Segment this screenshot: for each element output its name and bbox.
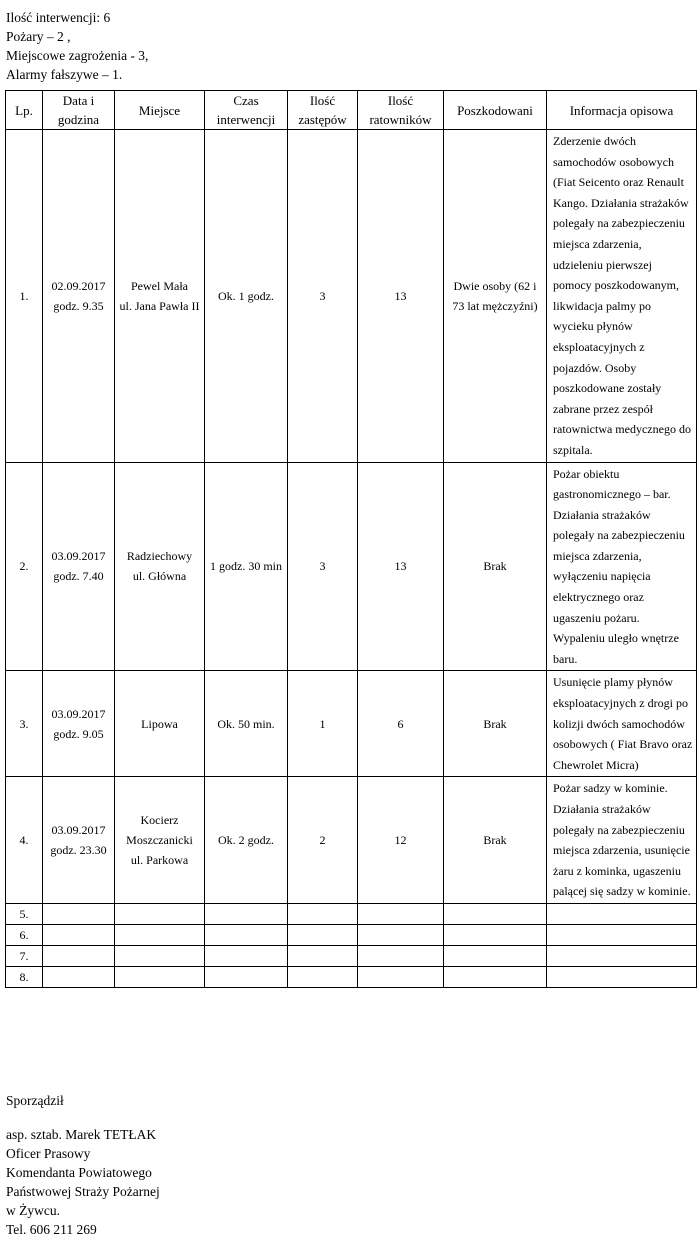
summary-local-threats: Miejscowe zagrożenia - 3, [6, 48, 149, 63]
author-org: Państwowej Straży Pożarnej [6, 1184, 160, 1199]
interventions-table [5, 90, 697, 988]
author-phone: Tel. 606 211 269 [6, 1222, 97, 1237]
cell-description: Pożar sadzy w kominie. Działania strażaków polegały na zabezpieczeniu miejsca zdarzenia, usunięcie żaru z kominka, ugaszeniu palącej się sadzy w kominie. [547, 777, 697, 904]
table-row-empty [6, 924, 697, 945]
author-org: w Żywcu. [6, 1203, 60, 1218]
header-rescuers: Ilość ratowników [358, 91, 444, 130]
table-row [6, 671, 697, 777]
cell-duration: Ok. 50 min. [205, 671, 288, 777]
cell-duration: Ok. 1 godz. [205, 130, 288, 463]
cell-lp: 3. [6, 671, 43, 777]
header-place: Miejsce [115, 91, 205, 130]
cell-lp: 8. [6, 966, 43, 987]
author-role: Oficer Prasowy [6, 1146, 91, 1161]
header-lp: Lp. [6, 91, 43, 130]
cell-units: 3 [288, 462, 358, 671]
cell-lp: 4. [6, 777, 43, 904]
intervention-summary [0, 0, 700, 84]
table-row [6, 130, 697, 463]
table-header-row [6, 91, 697, 130]
cell-date: 03.09.2017 [51, 549, 106, 564]
cell-rescuers: 12 [358, 777, 444, 904]
table-row-empty [6, 966, 697, 987]
cell-place-line: ul. Parkowa [130, 853, 189, 868]
header-description: Informacja opisowa [547, 91, 697, 130]
cell-place-line: Moszczanicki [126, 833, 193, 848]
cell-place-line: Radziechowy [126, 549, 193, 564]
cell-duration: Ok. 2 godz. [205, 777, 288, 904]
table-row-empty [6, 945, 697, 966]
table-row [6, 462, 697, 671]
cell-lp: 1. [6, 130, 43, 463]
summary-fires: Pożary – 2 , [6, 29, 71, 44]
cell-place-line: ul. Jana Pawła II [119, 298, 200, 313]
cell-date-time [43, 671, 115, 777]
header-units: Ilość zastępów [288, 91, 358, 130]
cell-lp: 2. [6, 462, 43, 671]
signature-block [6, 1091, 160, 1239]
cell-place-line: Kocierz [140, 813, 179, 828]
cell-place-line: Lipowa [141, 716, 178, 731]
header-injured: Poszkodowani [444, 91, 547, 130]
cell-date: 02.09.2017 [51, 278, 106, 293]
cell-place [115, 671, 205, 777]
cell-time: godz. 9.35 [53, 298, 104, 313]
cell-lp: 7. [6, 945, 43, 966]
cell-date-time [43, 130, 115, 463]
cell-rescuers: 6 [358, 671, 444, 777]
cell-date: 03.09.2017 [51, 823, 106, 838]
cell-units: 1 [288, 671, 358, 777]
cell-rescuers: 13 [358, 462, 444, 671]
cell-description: Pożar obiektu gastronomicznego – bar. Działania strażaków polegały na zabezpieczeniu miejsca zdarzenia, wyłączeniu napięcia elektrycznego oraz ugaszeniu pożaru. Wypaleniu uległo wnętrze baru. [547, 462, 697, 671]
cell-units: 3 [288, 130, 358, 463]
cell-units: 2 [288, 777, 358, 904]
cell-rescuers: 13 [358, 130, 444, 463]
cell-injured: Dwie osoby (62 i 73 lat mężczyźni) [444, 130, 547, 463]
author-name: asp. sztab. Marek TETŁAK [6, 1127, 157, 1142]
cell-injured: Brak [444, 671, 547, 777]
cell-injured: Brak [444, 462, 547, 671]
cell-injured: Brak [444, 777, 547, 904]
cell-time: godz. 7.40 [53, 569, 104, 584]
prepared-by-label: Sporządził [6, 1093, 64, 1108]
cell-place [115, 462, 205, 671]
cell-lp: 5. [6, 903, 43, 924]
cell-place [115, 777, 205, 904]
summary-total: Ilość interwencji: 6 [6, 10, 111, 25]
cell-place-line: Pewel Mała [131, 278, 188, 293]
cell-date: 03.09.2017 [51, 706, 106, 721]
header-duration: Czas interwencji [205, 91, 288, 130]
cell-duration: 1 godz. 30 min [205, 462, 288, 671]
table-row-empty [6, 903, 697, 924]
cell-place-line: ul. Główna [132, 569, 187, 584]
cell-lp: 6. [6, 924, 43, 945]
summary-false-alarms: Alarmy fałszywe – 1. [6, 67, 123, 82]
cell-date-time [43, 462, 115, 671]
table-row [6, 777, 697, 904]
author-org: Komendanta Powiatowego [6, 1165, 152, 1180]
cell-time: godz. 23.30 [50, 843, 107, 858]
cell-time: godz. 9.05 [53, 726, 104, 741]
header-date-time: Data i godzina [43, 91, 115, 130]
cell-date-time [43, 777, 115, 904]
cell-description: Zderzenie dwóch samochodów osobowych (Fiat Seicento oraz Renault Kango. Działania strażaków polegały na zabezpieczeniu miejsca zdarzenia, udzieleniu pierwszej pomocy poszkodowanym, likwidacja palmy po wycieku płynów eksploatacyjnych z pojazdów. Osoby poszkodowane zostały zabrane przez zespół ratownictwa medycznego do szpitala. [547, 130, 697, 463]
cell-description: Usunięcie plamy płynów eksploatacyjnych z drogi po kolizji dwóch samochodów osobowych ( Fiat Bravo oraz Chewrolet Micra) [547, 671, 697, 777]
cell-place [115, 130, 205, 463]
